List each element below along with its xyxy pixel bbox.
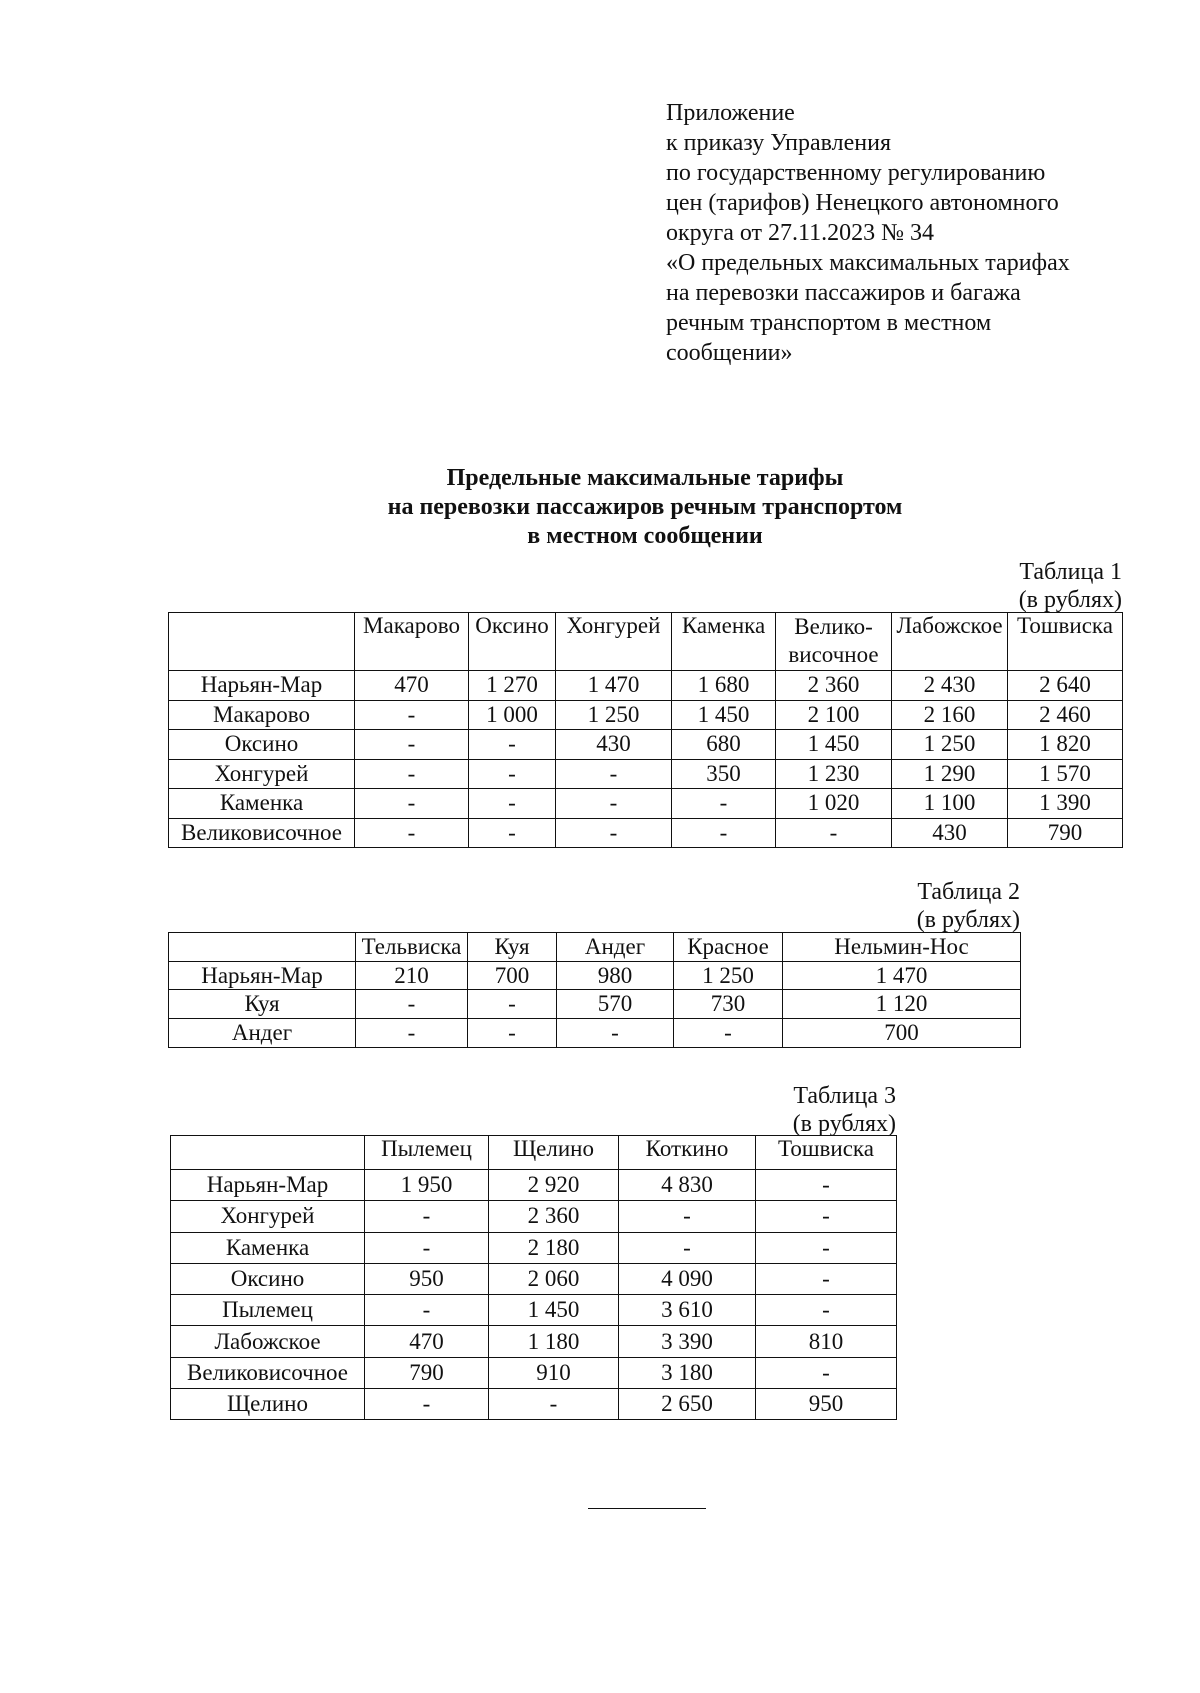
row-label: Каменка: [169, 789, 355, 819]
row-label: Оксино: [169, 730, 355, 760]
table-cell: -: [468, 990, 557, 1019]
row-label: Лабожское: [171, 1326, 365, 1357]
table-cell: -: [355, 700, 469, 730]
table1-caption-unit: (в рублях): [1018, 587, 1122, 613]
table-row: [169, 1019, 1021, 1048]
column-header: Оксино: [469, 613, 556, 671]
table-cell: 730: [674, 990, 783, 1019]
table-row: [169, 789, 1123, 819]
table-cell: 1 180: [489, 1326, 619, 1357]
row-label: Великовисочное: [169, 818, 355, 848]
table-cell: -: [556, 759, 672, 789]
row-label: Куя: [169, 990, 356, 1019]
table-cell: -: [756, 1201, 897, 1232]
column-header-part: Велико- височное: [788, 614, 879, 667]
table-cell: 2 360: [489, 1201, 619, 1232]
table-cell: 3 390: [619, 1326, 756, 1357]
table-cell: 1 680: [672, 671, 776, 701]
table3-caption-title: Таблица 3: [793, 1083, 896, 1109]
table-cell: 2 920: [489, 1170, 619, 1201]
table-cell: -: [674, 1019, 783, 1048]
row-label: Андег: [169, 1019, 356, 1048]
table-cell: 4 830: [619, 1170, 756, 1201]
table-cell: 1 000: [469, 700, 556, 730]
column-header: Тошвиска: [756, 1136, 897, 1170]
table-cell: 350: [672, 759, 776, 789]
tariff-table-3: [170, 1135, 897, 1420]
table-cell: -: [365, 1201, 489, 1232]
appendix-line: сообщении»: [666, 340, 793, 366]
column-header: Хонгурей: [556, 613, 672, 671]
appendix-line: к приказу Управления: [666, 130, 892, 156]
table-header-row: [171, 1136, 897, 1170]
table-cell: -: [672, 789, 776, 819]
table-cell: 430: [892, 818, 1008, 848]
table-cell: -: [672, 818, 776, 848]
row-label: Макарово: [169, 700, 355, 730]
table-cell: 980: [557, 961, 674, 990]
table-cell: 1 570: [1008, 759, 1123, 789]
row-label: Нарьян-Мар: [169, 671, 355, 701]
table-row: [171, 1263, 897, 1294]
table-cell: 2 060: [489, 1263, 619, 1294]
table-cell: -: [776, 818, 892, 848]
column-header: Куя: [468, 933, 557, 962]
table-cell: -: [356, 1019, 468, 1048]
appendix-line: Приложение: [666, 100, 795, 126]
table-cell: 790: [365, 1357, 489, 1388]
appendix-line: речным транспортом в местном: [666, 310, 992, 336]
row-label: Хонгурей: [169, 759, 355, 789]
table-cell: 2 460: [1008, 700, 1123, 730]
table-cell: 4 090: [619, 1263, 756, 1294]
table-cell: 1 020: [776, 789, 892, 819]
appendix-line: на перевозки пассажиров и багажа: [666, 280, 1021, 306]
table-cell: -: [556, 818, 672, 848]
appendix-line: округа от 27.11.2023 № 34: [666, 220, 935, 246]
column-header: Пылемец: [365, 1136, 489, 1170]
column-header: Андег: [557, 933, 674, 962]
table-row: [171, 1389, 897, 1420]
table-cell: 210: [356, 961, 468, 990]
corner-cell: [169, 613, 355, 671]
table-cell: 680: [672, 730, 776, 760]
table1-caption: [1019, 558, 1122, 614]
table-cell: 1 250: [674, 961, 783, 990]
appendix-note: [666, 98, 1070, 368]
table-cell: 1 270: [469, 671, 556, 701]
column-header: Красное: [674, 933, 783, 962]
table-cell: -: [619, 1201, 756, 1232]
table-cell: 3 610: [619, 1295, 756, 1326]
table-cell: -: [756, 1170, 897, 1201]
appendix-line: «О предельных максимальных тарифах: [666, 250, 1070, 276]
table-cell: 2 640: [1008, 671, 1123, 701]
table-cell: -: [469, 818, 556, 848]
table-cell: -: [619, 1232, 756, 1263]
table-cell: 790: [1008, 818, 1123, 848]
table-row: [169, 671, 1123, 701]
table-cell: 2 430: [892, 671, 1008, 701]
document-title: [300, 464, 990, 551]
row-label: Щелино: [171, 1389, 365, 1420]
table-cell: -: [557, 1019, 674, 1048]
table-cell: -: [756, 1263, 897, 1294]
table-cell: 700: [468, 961, 557, 990]
column-header: Каменка: [672, 613, 776, 671]
row-label: Нарьян-Мар: [169, 961, 356, 990]
table-cell: -: [756, 1357, 897, 1388]
table-cell: 1 470: [783, 961, 1021, 990]
table-cell: 810: [756, 1326, 897, 1357]
table-cell: 1 450: [776, 730, 892, 760]
tariff-table-2: [168, 932, 1021, 1048]
end-divider: [588, 1508, 706, 1509]
row-label: Оксино: [171, 1263, 365, 1294]
table-cell: 470: [365, 1326, 489, 1357]
table-cell: -: [489, 1389, 619, 1420]
table-cell: -: [355, 818, 469, 848]
table-cell: -: [469, 730, 556, 760]
table-cell: 2 100: [776, 700, 892, 730]
column-header: Тельвиска: [356, 933, 468, 962]
table-cell: 1 250: [556, 700, 672, 730]
table-cell: 1 230: [776, 759, 892, 789]
table2-caption: [917, 878, 1020, 934]
title-line: Предельные максимальные тарифы: [446, 465, 844, 491]
table-row: [171, 1357, 897, 1388]
table-header-row: [169, 933, 1021, 962]
row-label: Пылемец: [171, 1295, 365, 1326]
row-label: Каменка: [171, 1232, 365, 1263]
table-row: [171, 1201, 897, 1232]
table-row: [171, 1295, 897, 1326]
corner-cell: [171, 1136, 365, 1170]
table-cell: -: [365, 1389, 489, 1420]
table-cell: -: [365, 1295, 489, 1326]
column-header: Коткино: [619, 1136, 756, 1170]
corner-cell: [169, 933, 356, 962]
table-row: [169, 818, 1123, 848]
table-cell: -: [468, 1019, 557, 1048]
table-cell: -: [756, 1295, 897, 1326]
table1-caption-title: Таблица 1: [1019, 559, 1122, 585]
row-label: Хонгурей: [171, 1201, 365, 1232]
table-cell: 1 100: [892, 789, 1008, 819]
column-header: Тошвиска: [1008, 613, 1123, 671]
column-header: Нельмин-Нос: [783, 933, 1021, 962]
title-line: на перевозки пассажиров речным транспортом: [387, 494, 903, 520]
table-cell: 910: [489, 1357, 619, 1388]
table-cell: -: [469, 789, 556, 819]
table-cell: 570: [557, 990, 674, 1019]
table-row: [169, 700, 1123, 730]
table3-caption-unit: (в рублях): [792, 1111, 896, 1137]
table-row: [169, 759, 1123, 789]
table-row: [171, 1232, 897, 1263]
column-header: Лабожское: [892, 613, 1008, 671]
table-header-row: [169, 613, 1123, 671]
table-cell: 2 160: [892, 700, 1008, 730]
table-cell: 1 450: [672, 700, 776, 730]
appendix-line: цен (тарифов) Ненецкого автономного: [666, 190, 1059, 216]
table-cell: 1 820: [1008, 730, 1123, 760]
table-cell: -: [469, 759, 556, 789]
table-cell: 1 250: [892, 730, 1008, 760]
table-cell: 430: [556, 730, 672, 760]
row-label: Нарьян-Мар: [171, 1170, 365, 1201]
table-cell: -: [355, 789, 469, 819]
table-row: [171, 1170, 897, 1201]
tariff-table-1: [168, 612, 1123, 848]
column-header: Макарово: [355, 613, 469, 671]
table-cell: 1 950: [365, 1170, 489, 1201]
table-cell: 2 650: [619, 1389, 756, 1420]
table-cell: -: [556, 789, 672, 819]
title-line: в местном сообщении: [527, 523, 763, 549]
table-cell: 3 180: [619, 1357, 756, 1388]
appendix-line: по государственному регулированию: [666, 160, 1046, 186]
table-cell: 1 120: [783, 990, 1021, 1019]
table-cell: 2 180: [489, 1232, 619, 1263]
table-cell: -: [355, 759, 469, 789]
table-cell: 950: [756, 1389, 897, 1420]
table-row: [171, 1326, 897, 1357]
table-cell: 2 360: [776, 671, 892, 701]
table3-caption: [793, 1082, 896, 1138]
table2-caption-unit: (в рублях): [916, 907, 1020, 933]
table-row: [169, 961, 1021, 990]
column-header: Щелино: [489, 1136, 619, 1170]
table-cell: 1 290: [892, 759, 1008, 789]
table2-caption-title: Таблица 2: [917, 879, 1020, 905]
table-cell: -: [756, 1232, 897, 1263]
table-row: [169, 990, 1021, 1019]
table-cell: -: [356, 990, 468, 1019]
table-row: [169, 730, 1123, 760]
table-cell: 1 470: [556, 671, 672, 701]
table-cell: 950: [365, 1263, 489, 1294]
column-header: [776, 613, 892, 671]
row-label: Великовисочное: [171, 1357, 365, 1388]
table-cell: 1 450: [489, 1295, 619, 1326]
table-cell: 470: [355, 671, 469, 701]
table-cell: -: [355, 730, 469, 760]
table-cell: 1 390: [1008, 789, 1123, 819]
table-cell: -: [365, 1232, 489, 1263]
table-cell: 700: [783, 1019, 1021, 1048]
